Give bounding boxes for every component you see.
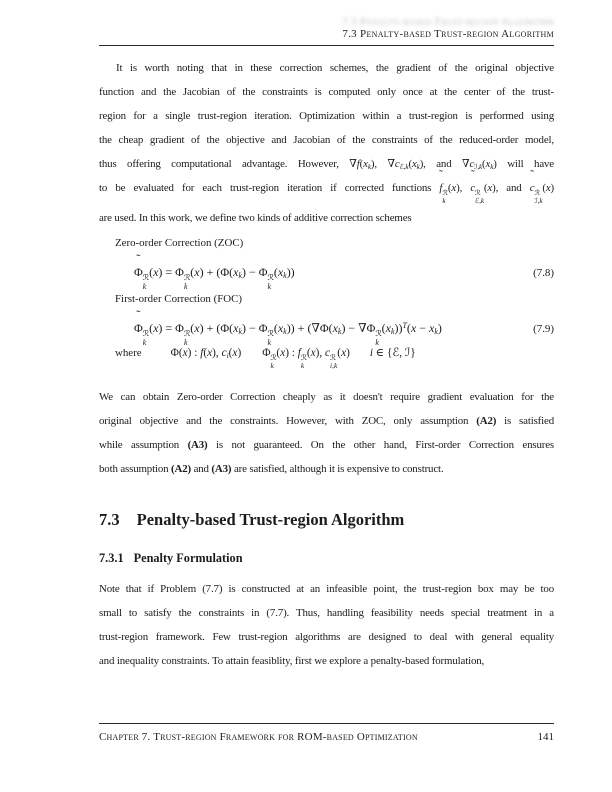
footer-chapter-label: Chapter 7. Trust-region Framework for ROM-based Optimization (99, 731, 418, 743)
paragraph-correction-schemes (99, 56, 554, 230)
zoc-label: Zero-order Correction (ZOC) (115, 237, 244, 249)
where-clause (99, 341, 554, 370)
equation-foc-math: ˜ Φ ℛ k (x) = Φ ℛ k $(x) + (\Phi(x_k) - \Phi$ ℛ k $(x_k)) + (\nabla\Phi(x_k) - \nabla\Phi$ ℛ k $(x_k))^T(x - x_k)$ (134, 307, 442, 348)
text-line: function and the Jacobian of the constraints is computed only once at the center of the trust- (99, 86, 554, 98)
text-line: small to satisfy the constraints in (7.7). Thus, handling feasibility needs special treatment in a (99, 607, 554, 619)
text-line: to be evaluated for each trust-region iteration if corrected functions ˜ f ℛ k (x), ˜ c ℛ ℰ,k (x), and ˜ c ℛ ℐ,k (x) (99, 169, 555, 205)
running-header: 7.3 Penalty-based Trust-region Algorithm (342, 28, 554, 40)
text-line: and inequality constraints. To attain feasiblity, first we explore a penalty-based formulation, (99, 655, 485, 667)
text-line: trust-region framework. Few trust-region algorithms are designed to deal with general equality (99, 631, 554, 643)
footer-page-number: 141 (537, 731, 554, 743)
text-line: original objective and the constraints. However, with ZOC, only assumption (A2) is satisfied (99, 415, 554, 427)
where-label: where (115, 347, 142, 359)
text-column (99, 0, 554, 792)
equation-zoc-math: ˜ Φ ℛ k (x) = Φ ℛ k $(x) + (\Phi(x_k) - \Phi$ ℛ k $(x_k)$) (134, 251, 295, 292)
text-line: while assumption (A3) is not guaranteed. On the other hand, First-order Correction ensures (99, 439, 554, 451)
text-line: It is worth noting that in these correction schemes, the gradient of the original objective (116, 62, 554, 74)
subsection-heading (99, 549, 554, 567)
page-footer (99, 731, 554, 743)
text-line: Note that if Problem (7.7) is constructed at an infeasible point, the trust-region box may be too (99, 583, 554, 595)
section-heading (99, 509, 554, 531)
text-line: the cheap gradient of the objective and Jacobian of the constraints of the reduced-order model, (99, 134, 554, 146)
subsection-number: 7.3.1 (99, 551, 124, 565)
section-number: 7.3 (99, 510, 120, 529)
header-ghost-artifact: 7.3 Penalty-based Trust-region Algorithm (342, 16, 554, 28)
equation-zoc-number: (7.8) (533, 267, 554, 279)
where-def-phi: Φ(x) : f(x), $c_i(x)$ (170, 347, 242, 360)
foc-label: First-order Correction (FOC) (115, 293, 243, 305)
footer-rule (99, 723, 554, 724)
paragraph-zoc-foc-discussion (99, 385, 554, 481)
equation-zoc (99, 251, 554, 292)
subsection-title: Penalty Formulation (133, 551, 243, 565)
text-line: We can obtain Zero-order Correction cheaply as it doesn't require gradient evaluation for the (99, 391, 554, 403)
text-line: thus offering computational advantage. However, $\nabla f(x_k)$, $\nabla c_{ℰ,k}(x_k)$, and $\nabla c_{ℐ,k}(x_k)$ will have (99, 158, 554, 171)
text-line: region for a single trust-region iteration. Optimization within a trust-region is performed using (99, 110, 554, 122)
text-line: are used. In this work, we define two kinds of additive correction schemes (99, 211, 412, 224)
where-def-index-set: i ∈ {ℰ, ℐ} (369, 347, 416, 359)
equation-foc-number: (7.9) (533, 323, 554, 335)
text-line: both assumption (A2) and (A3) are satisfied, although it is expensive to construct. (99, 463, 444, 475)
paragraph-penalty-formulation (99, 577, 554, 673)
section-title: Penalty-based Trust-region Algorithm (136, 510, 405, 529)
where-def-phi-rom: Φ ℛ k (x) : f ℛ k (x), c ℛ i,k (x) (262, 347, 350, 371)
